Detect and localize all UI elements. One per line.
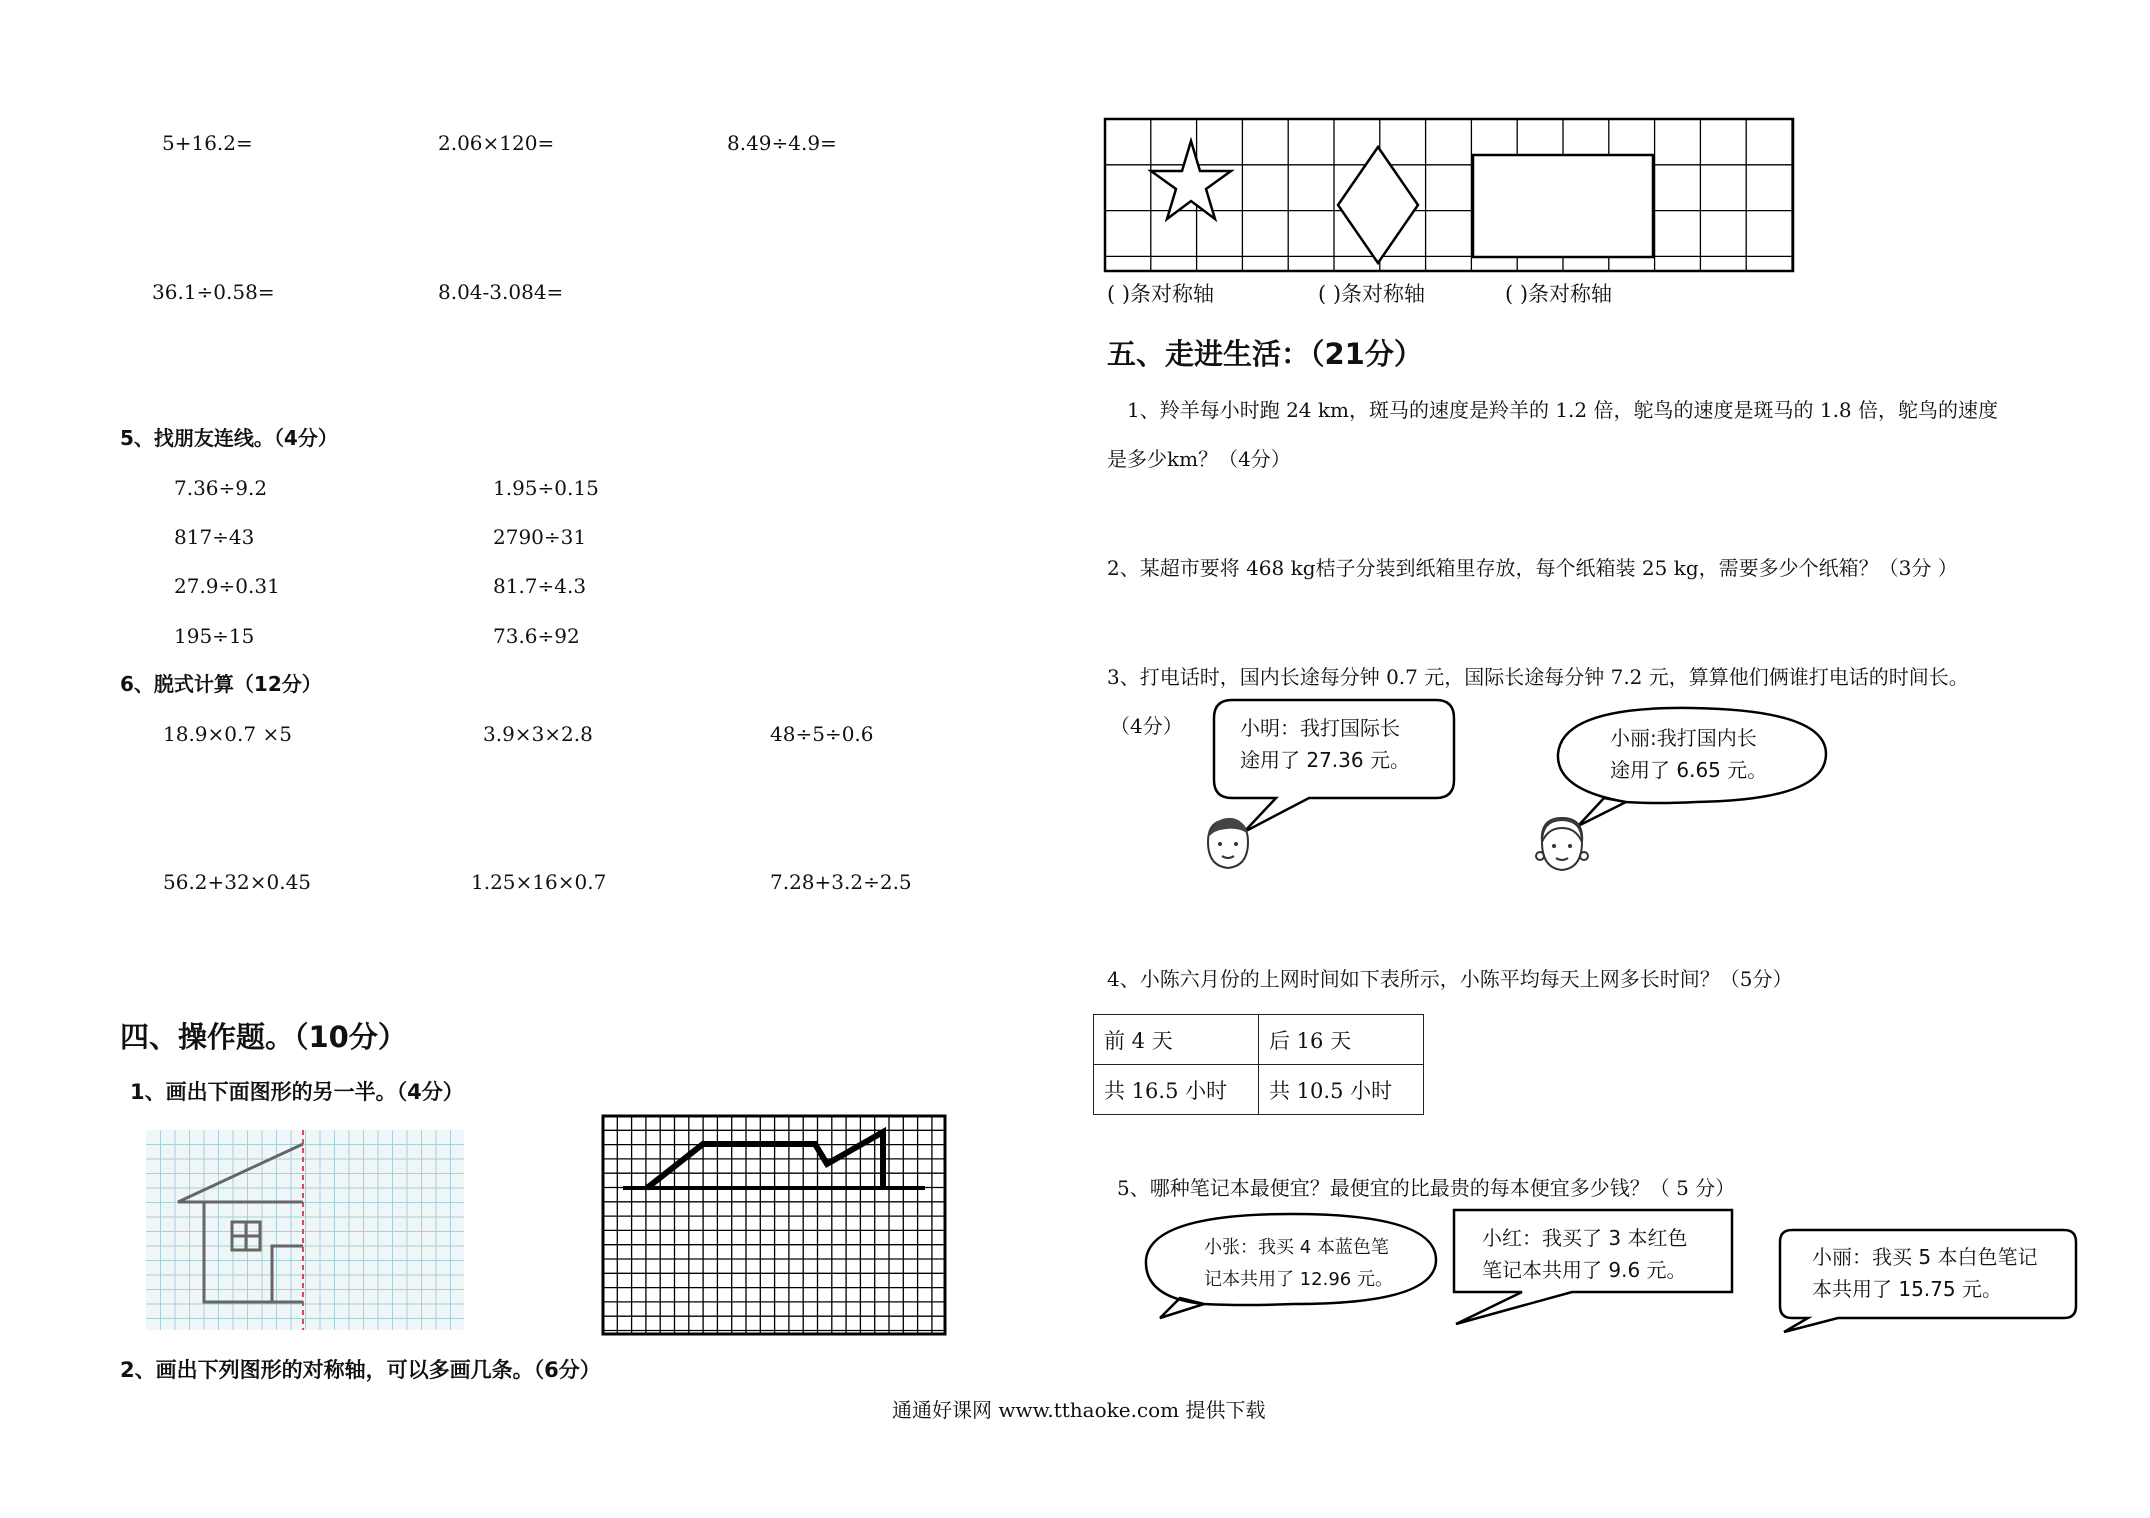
bubble-zhang-line2: 记本共用了 12.96 元。 <box>1204 1269 1393 1290</box>
q5-right-3: 81.7÷4.3 <box>493 574 587 598</box>
rectangle-shape <box>1473 155 1653 257</box>
symmetry-label-1: ( )条对称轴 <box>1107 282 1215 306</box>
house-grid-figure <box>146 1130 464 1330</box>
q5-left-4: 195÷15 <box>174 624 255 648</box>
table-cell: 后 16 天 <box>1259 1015 1424 1065</box>
bubble-ming-line1: 小明：我打国际长 <box>1240 716 1400 740</box>
problem3-score: （4分） <box>1110 714 1183 738</box>
q5-right-4: 73.6÷92 <box>493 624 580 648</box>
calc-4: 36.1÷0.58= <box>152 280 275 304</box>
problem2: 2、某超市要将 468 kg桔子分装到纸箱里存放，每个纸箱装 25 kg，需要多少个纸箱？（3分 ） <box>1107 556 1958 580</box>
problem4: 4、小陈六月份的上网时间如下表所示，小陈平均每天上网多长时间？（5分） <box>1107 967 1793 991</box>
q5-left-1: 7.36÷9.2 <box>174 476 268 500</box>
section4-q1: 1、画出下面图形的另一半。（4分） <box>130 1080 464 1104</box>
bubble-hong-line1: 小红：我买了 3 本红色 <box>1482 1226 1688 1250</box>
calc-1: 5+16.2= <box>162 131 253 155</box>
table-cell: 共 10.5 小时 <box>1259 1065 1424 1115</box>
bubble-li2-line1: 小丽：我买 5 本白色笔记 <box>1812 1245 2038 1269</box>
section5-title: 五、走进生活：（21分） <box>1107 337 1423 371</box>
q6-expr-2: 3.9×3×2.8 <box>483 722 593 746</box>
table-cell: 前 4 天 <box>1094 1015 1259 1065</box>
girl-face-icon <box>1532 812 1592 874</box>
q5-left-3: 27.9÷0.31 <box>174 574 280 598</box>
problem5: 5、哪种笔记本最便宜？最便宜的比最贵的每本便宜多少钱？（ 5 分） <box>1117 1176 1736 1200</box>
calc-3: 8.49÷4.9= <box>727 131 837 155</box>
line-grid-figure <box>603 1116 945 1334</box>
section4-q2: 2、画出下列图形的对称轴，可以多画几条。（6分） <box>120 1358 601 1382</box>
bubble-li-line1: 小丽:我打国内长 <box>1610 726 1757 750</box>
q6-expr-5: 1.25×16×0.7 <box>471 870 607 894</box>
footer-text: 通通好课网 www.tthaoke.com 提供下载 <box>892 1398 1266 1422</box>
symmetry-label-3: ( )条对称轴 <box>1505 282 1613 306</box>
q6-expr-3: 48÷5÷0.6 <box>770 722 874 746</box>
q6-expr-1: 18.9×0.7 ×5 <box>163 722 292 746</box>
q6-title: 6、脱式计算（12分） <box>120 672 322 696</box>
online-time-table <box>1093 1014 1424 1115</box>
q6-expr-4: 56.2+32×0.45 <box>163 870 312 894</box>
problem1-line1: 1、羚羊每小时跑 24 km，斑马的速度是羚羊的 1.2 倍，鸵鸟的速度是斑马的 1.8 倍，鸵鸟的速度 <box>1127 398 1999 422</box>
symmetry-label-2: ( )条对称轴 <box>1318 282 1426 306</box>
bubble-li-line2: 途用了 6.65 元。 <box>1610 758 1768 782</box>
bubble-li2-line2: 本共用了 15.75 元。 <box>1812 1277 2002 1301</box>
problem3: 3、打电话时，国内长途每分钟 0.7 元，国际长途每分钟 7.2 元，算算他们俩谁打电话的时间长。 <box>1107 665 1969 689</box>
bubble-zhang-line1: 小张：我买 4 本蓝色笔 <box>1204 1237 1389 1258</box>
q5-right-2: 2790÷31 <box>493 525 587 549</box>
calc-5: 8.04-3.084= <box>438 280 564 304</box>
bubble-ming-line2: 途用了 27.36 元。 <box>1240 748 1410 772</box>
q6-expr-6: 7.28+3.2÷2.5 <box>770 870 912 894</box>
q5-title: 5、找朋友连线。（4分） <box>120 426 338 450</box>
q5-right-1: 1.95÷0.15 <box>493 476 599 500</box>
boy-face-icon <box>1200 812 1256 872</box>
symmetry-shapes-grid <box>1105 119 1793 271</box>
calc-2: 2.06×120= <box>438 131 555 155</box>
problem1-line2: 是多少km？（4分） <box>1107 447 1291 471</box>
bubble-hong-line2: 笔记本共用了 9.6 元。 <box>1482 1258 1687 1282</box>
q5-left-2: 817÷43 <box>174 525 255 549</box>
section4-title: 四、操作题。（10分） <box>120 1020 407 1054</box>
table-cell: 共 16.5 小时 <box>1094 1065 1259 1115</box>
